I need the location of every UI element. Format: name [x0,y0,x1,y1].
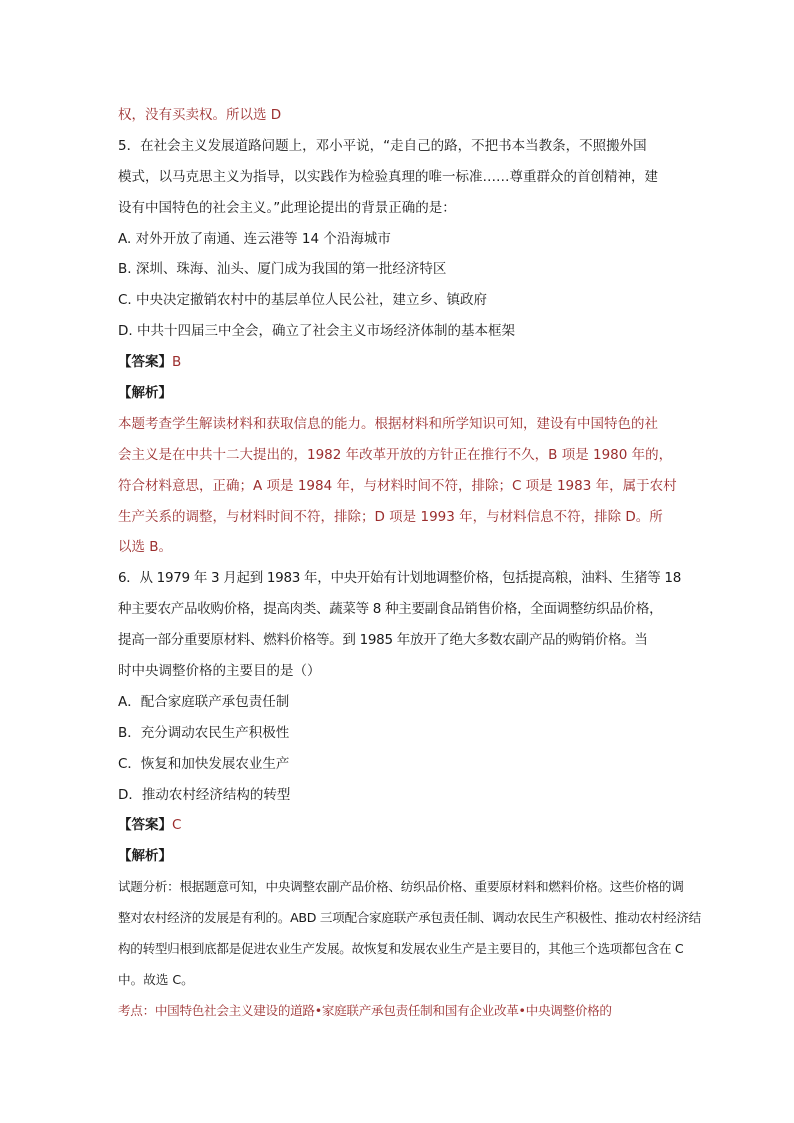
answer-value: B [172,354,182,371]
q6-option-a: A．配合家庭联产承包责任制 [118,693,290,710]
q5-stem-line: 设有中国特色的社会主义。”此理论提出的背景正确的是： [118,199,456,216]
q5-answer [118,347,684,378]
q5-analysis-line: 符合材料意思，正确；A 项是 1984 年，与材料时间不符，排除；C 项是 1983 年，属于农村 [118,477,677,494]
q6-analysis-line: 试题分析：根据题意可知，中央调整农副产品价格、纺织品价格、重要原材料和燃料价格。这些价格的调 [118,879,684,895]
q5-option-c: C. 中央决定撤销农村中的基层单位人民公社，建立乡、镇政府 [118,292,488,309]
q5-analysis-line: 本题考查学生解读材料和获取信息的能力。根据材料和所学知识可知，建设有中国特色的社 [118,415,658,432]
q5-option-b: B. 深圳、珠海、汕头、厦门成为我国的第一批经济特区 [118,261,447,278]
q5-analysis-label: 【解析】 [118,385,172,402]
q6-option-b: B．充分调动农民生产积极性 [118,724,290,741]
document-page [118,100,701,1027]
q6-stem-line: 提高一部分重要原材料、燃料价格等。到 1985 年放开了绝大多数农副产品的购销价格。当 [118,632,648,649]
q6-option-c: C．恢复和加快发展农业生产 [118,755,290,772]
q6-analysis-line: 构的转型归根到底都是促进农业生产发展。故恢复和发展农业生产是主要目的，其他三个选项都包含在 C [118,941,684,957]
q6-stem-line: 时中央调整价格的主要目的是（） [118,663,321,680]
q5-stem-line: 5．在社会主义发展道路问题上，邓小平说，“走自己的路，不把书本当教条，不照搬外国 [118,137,647,154]
q5-option-d: D. 中共十四届三中全会，确立了社会主义市场经济体制的基本框架 [118,323,515,340]
q6-answer [118,810,684,841]
q6-analysis-line: 整对农村经济的发展是有利的。ABD 三项配合家庭联产承包责任制、调动农民生产积极性、推动农村经济结 [118,910,701,926]
q6-option-d: D．推动农村经济结构的转型 [118,786,291,803]
answer-label: 【答案】 [118,354,172,371]
q5-option-a: A. 对外开放了南通、连云港等 14 个沿海城市 [118,230,391,247]
q6-stem-line: 6．从 1979 年 3 月起到 1983 年，中央开始有计划地调整价格，包括提高粮，油料、生猪等 18 [118,570,682,587]
q5-analysis-line: 会主义是在中共十二大提出的，1982 年改革开放的方针正在推行不久，B 项是 1980 年的， [118,446,673,463]
answer-value: C [172,817,182,834]
answer-label: 【答案】 [118,817,172,834]
question-6 [118,563,701,1026]
q6-analysis-label: 【解析】 [118,848,172,865]
q5-analysis-line: 生产关系的调整，与材料时间不符，排除；D 项是 1993 年，与材料信息不符，排除 D。所 [118,508,663,525]
question-5 [118,131,684,563]
q5-analysis-line: 以选 B。 [118,539,173,556]
q6-kaodian: 考点：中国特色社会主义建设的道路•家庭联产承包责任制和国有企业改革•中央调整价格的 [118,1002,612,1018]
q4-answer-tail: 权，没有买卖权。所以选 D [118,107,282,123]
q5-stem-line: 模式，以马克思主义为指导，以实践作为检验真理的唯一标准……尊重群众的首创精神，建 [118,168,658,185]
q6-stem-line: 种主要农产品收购价格，提高肉类、蔬菜等 8 种主要副食品销售价格，全面调整纺织品价格， [118,601,663,618]
q6-analysis-line: 中。故选 C。 [118,971,194,987]
